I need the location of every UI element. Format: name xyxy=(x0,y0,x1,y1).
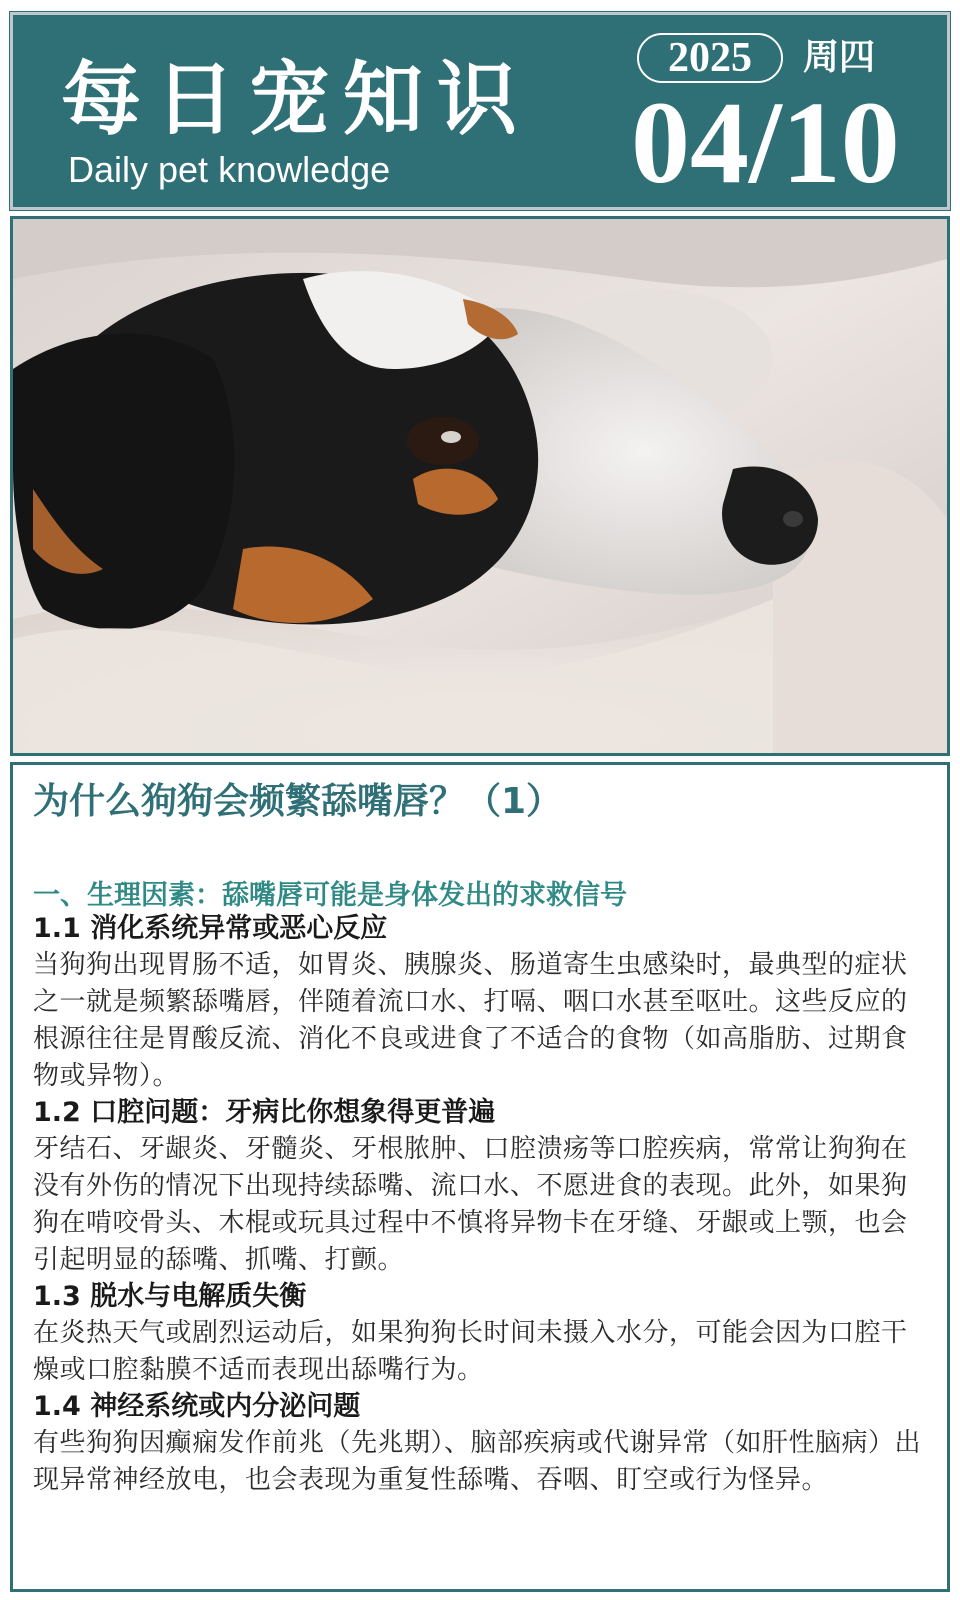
subheading-1-2: 1.2 口腔问题：牙病比你想象得更普遍 xyxy=(33,1097,496,1128)
article-title: 为什么狗狗会频繁舔嘴唇？（1） xyxy=(33,781,563,822)
subheading-1-3: 1.3 脱水与电解质失衡 xyxy=(33,1281,307,1312)
date-display: 04/10 xyxy=(631,77,900,208)
paragraph-1-4: 有些狗狗因癫痫发作前兆（先兆期）、脑部疾病或代谢异常（如肝性脑病）出现异常神经放电，也会表现为重复性舔嘴、吞咽、盯空或行为怪异。 xyxy=(33,1428,922,1495)
subheading-1-4: 1.4 神经系统或内分泌问题 xyxy=(33,1391,361,1422)
subheading-1-1: 1.1 消化系统异常或恶心反应 xyxy=(33,913,388,944)
paragraph-1-3: 在炎热天气或剧烈运动后，如果狗狗长时间未摄入水分，可能会因为口腔干燥或口腔黏膜不适而表现出舔嘴行为。 xyxy=(33,1318,908,1385)
section-heading: 一、生理因素：舔嘴唇可能是身体发出的求救信号 xyxy=(33,880,627,911)
title-chinese: 每日宠知识 xyxy=(61,52,531,146)
article-card xyxy=(10,762,950,1592)
dog-illustration xyxy=(13,219,947,753)
dog-photo xyxy=(10,216,950,756)
title-english: Daily pet knowledge xyxy=(68,149,391,190)
header-banner xyxy=(10,12,950,210)
year-badge: 2025 xyxy=(637,33,783,83)
paragraph-1-2: 牙结石、牙龈炎、牙髓炎、牙根脓肿、口腔溃疡等口腔疾病，常常让狗狗在没有外伤的情况下出现持续舔嘴、流口水、不愿进食的表现。此外，如果狗狗在啃咬骨头、木棍或玩具过程中不慎将异物卡在牙缝、牙龈或上颚，也会引起明显的舔嘴、抓嘴、打颤。 xyxy=(33,1134,908,1275)
paragraph-1-1: 当狗狗出现胃肠不适，如胃炎、胰腺炎、肠道寄生虫感染时，最典型的症状之一就是频繁舔嘴唇，伴随着流口水、打嗝、咽口水甚至呕吐。这些反应的根源往往是胃酸反流、消化不良或进食了不适合的食物（如高脂肪、过期食物或异物）。 xyxy=(33,950,908,1091)
article-content xyxy=(33,911,923,1499)
weekday-label: 周四 xyxy=(803,37,876,78)
